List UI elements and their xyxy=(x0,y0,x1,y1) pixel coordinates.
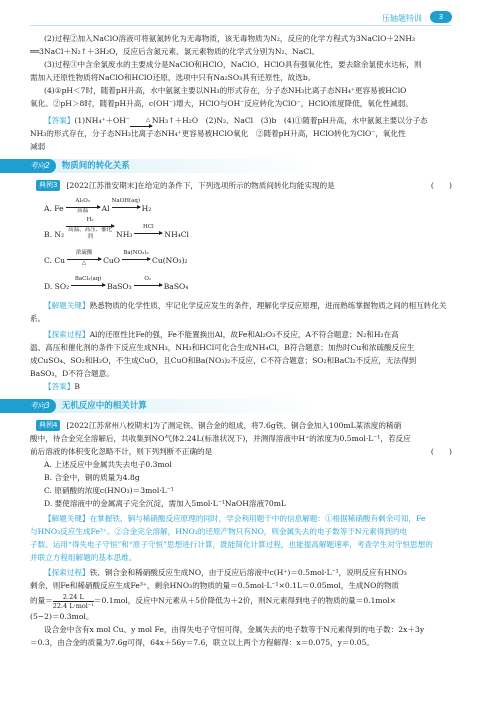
option-label: C. Cu xyxy=(44,256,66,265)
text-line: BaSO₃，D不符合题意。 xyxy=(30,369,114,378)
section-title: 无机反应中的相关计算 xyxy=(61,400,147,411)
example-3 xyxy=(30,179,452,393)
text-span: Al的还原性比Fe的强，Fe不能置换出Al，故Fe和Al₂O₃不反应，A不符合题意；N₂和H₂在高 xyxy=(89,330,399,339)
option-a: A. 上述反应中金属共失去电子0.3mol xyxy=(44,460,172,469)
option-intermediate: Al xyxy=(101,204,110,213)
example-stem: [2022江苏淮安期末]在给定的条件下，下列选项所示的物质间转化均能实现的是 xyxy=(66,181,335,190)
answer-tag: 【答案】 xyxy=(44,382,75,391)
header-title: 压轴题特训 xyxy=(382,14,422,23)
answer-paren: ( ) xyxy=(430,181,452,190)
option-row xyxy=(30,192,452,218)
section-pill: 考向3 xyxy=(0,399,56,413)
page-header xyxy=(30,8,452,26)
text-span: (1)NH₄⁺＋OH⁻ xyxy=(74,116,130,125)
text-line: 与HNO₃反应生成Fe³⁺。②合金完全溶解，HNO₃的还原产物只有NO，则金属失去的电子数等于N元素得到的电 xyxy=(30,527,408,536)
section-pill: 考向2 xyxy=(0,159,56,173)
text-span: 在掌握铁、铜与稀硝酸反应原理的同时，学会利用题干中的信息解题：①根据稀硝酸有剩余可知，Fe xyxy=(89,514,426,523)
text-span: 的量＝ xyxy=(30,596,53,605)
text-span: ＝0.1mol，反应中N元素从＋5价降低为＋2价，则N元素得到电子的物质的量＝0.1mol× xyxy=(93,596,396,605)
option-b: B. 合金中，铜的质量为4.8g xyxy=(44,473,140,482)
example-4 xyxy=(30,419,452,649)
option-row xyxy=(30,270,452,296)
option-product: H₂ xyxy=(141,204,152,213)
option-row xyxy=(30,244,452,270)
text-line: (5−2)＝0.3mol。 xyxy=(30,612,94,621)
text-line: 子数。运用“得失电子守恒”和“原子守恒”思想进行计算，既能简化计算过程，也能提高解题速率，考查学生对守恒思想的 xyxy=(30,540,433,549)
option-intermediate: CuO xyxy=(103,256,121,265)
option-label: B. N₂ xyxy=(44,230,65,239)
text-span: NH₃↑＋H₂O (2)N₂、NaCl (3)b (4)①随着pH升高，水中氨氮主要以分子态 xyxy=(151,116,428,125)
option-row xyxy=(30,218,452,244)
section-title: 物质间的转化关系 xyxy=(61,160,130,171)
answer-value: B xyxy=(74,382,80,391)
text-line: 设合金中含有x mol Cu、y mol Fe，由得失电子守恒可得，金属失去的电子数等于N元素得到的电子数：2x＋3y xyxy=(44,625,425,634)
answer-block xyxy=(30,114,452,153)
option-label: A. Fe xyxy=(44,204,64,213)
text-span: 铁、铜合金和稀硝酸反应生成NO，由于反应后溶液中c(H⁺)＝0.5mol·L⁻¹，说明反应有HNO₃ xyxy=(89,568,407,577)
reaction-arrow: 浓硫酸 △ xyxy=(67,250,101,267)
example-stem: [2022江苏常州八校期末]为了测定铁、铜合金的组成，将7.6g铁、铜合金加入100mL某浓度的稀硝 xyxy=(66,421,402,430)
section-banner-3 xyxy=(0,399,452,413)
text-line: 并联立方程组解题的基本思维。 xyxy=(30,553,137,562)
options-list xyxy=(30,192,452,296)
option-c: C. 原硝酸的浓度c(HNO₃)＝3mol·L⁻¹ xyxy=(44,486,174,495)
text-span: 前后溶液的体积变化忽略不计，则下列判断不正确的是 xyxy=(30,447,213,456)
text-line: 需加入还原性物质将NaClO和HClO还原，选项中只有Na₂SO₃具有还原性，故选b。 xyxy=(30,73,316,82)
fraction: $\frac{2.24 L}{\text{22.4 L·mol⁻¹}}$ xyxy=(52,592,94,610)
text-line: 氧化。②pH＞8时，随着pH升高，c(OH⁻)增大，HClO与OH⁻反应转化为ClO⁻，HClO浓度降低，氧化性减弱。 xyxy=(30,99,413,108)
reaction-arrow: H₂ 高温、高压、催化剂 xyxy=(68,217,113,240)
reaction-arrow: NaOH(aq) xyxy=(112,198,140,215)
example-tag: 典例4 xyxy=(36,420,60,431)
option-intermediate: BaSO₃ xyxy=(107,282,132,291)
option-product: BaSO₄ xyxy=(163,282,189,291)
detail-tag: 【探索过程】 xyxy=(44,330,90,339)
text-line: 减弱 xyxy=(30,142,46,151)
reaction-arrow: Ba(NO₃)₂ xyxy=(122,250,150,267)
reaction-arrow: O₂ xyxy=(134,276,162,293)
answer-paren: ( ) xyxy=(430,447,452,456)
text-line: 酸中，待合金完全溶解后，共收集到NO气体2.24L(标准状况下)，并测得溶液中H⁺的浓度为0.5mol·L⁻¹，若反应 xyxy=(30,434,411,443)
intro-block xyxy=(30,32,452,110)
text-line: ＝0.3，由合金的质量为7.6g可得，64x＋56y＝7.6，联立以上两个方程解得：x＝0.075，y＝0.05。 xyxy=(30,638,375,647)
reaction-arrow: HCl xyxy=(134,224,162,241)
text-line: ══3NaCl＋N₂↑＋3H₂O，反应后含氮元素、氯元素物质的化学式分别为N₂、NaCl。 xyxy=(30,47,320,56)
text-line: (4)①pH＜7时，随着pH升高，水中氨氮主要以NH₃的形式存在，分子态NH₃比离子态NH₄⁺更容易被HClO xyxy=(44,86,407,95)
text-line: 成CuSO₄、SO₂和H₂O，不生成CuO，且CuO和Ba(NO₃)₂不反应，C不符合题意；SO₂和BaCl₂不反应，无法得到 xyxy=(30,356,417,365)
option-d: D. 要使溶液中的金属离子完全沉淀，需加入5mol·L⁻¹NaOH溶液70mL xyxy=(44,499,286,508)
text-line: 温、高压和催化剂的条件下反应生成NH₃，NH₃和HCl可化合生成NH₄Cl，B符合题意；加热时Cu和浓硫酸反应生 xyxy=(30,343,415,352)
page-number: 3 xyxy=(430,11,452,23)
text-line: (2)过程②加入NaClO溶液可将氨氮转化为无毒物质，该无毒物质为N₂，反应的化学方程式为3NaClO＋2NH₃ xyxy=(44,34,416,43)
reaction-arrow: △ xyxy=(130,117,152,127)
key-tag: 【解题关键】 xyxy=(44,514,90,523)
option-label: D. SO₂ xyxy=(44,282,70,291)
text-line: NH₃的形式存在，分子态NH₃比离子态NH₄⁺更容易被HClO氧化 ②随着pH升高，HClO转化为ClO⁻，氧化性 xyxy=(30,129,406,138)
text-line: 剩余，则Fe和稀硝酸反应生成Fe³⁺，剩余HNO₃的物质的量＝0.5mol·L⁻¹×0.1L＝0.05mol，生成NO的物质 xyxy=(30,581,400,590)
text-span: 熟悉物质的化学性质，牢记化学反应发生的条件，理解化学反应原理，进而熟练掌握物质之间的相互转化关系。 xyxy=(30,301,447,323)
section-banner-2 xyxy=(0,159,452,173)
option-product: NH₄Cl xyxy=(164,230,189,239)
option-intermediate: NH₃ xyxy=(116,230,133,239)
reaction-arrow: BaCl₂(aq) xyxy=(71,276,105,293)
option-product: Cu(NO₃)₂ xyxy=(152,256,188,265)
answer-tag: 【答案】 xyxy=(44,116,75,125)
reaction-arrow: Al₂O₃ 高温 xyxy=(66,198,100,215)
detail-tag: 【探索过程】 xyxy=(44,568,90,577)
key-tag: 【解题关键】 xyxy=(44,301,90,310)
text-line: (3)过程③中含余氯废水的主要成分是NaClO和HClO，NaClO、HClO具有强氧化性，要去除余氯使水达标，则 xyxy=(44,60,422,69)
example-tag: 典例3 xyxy=(36,180,60,191)
